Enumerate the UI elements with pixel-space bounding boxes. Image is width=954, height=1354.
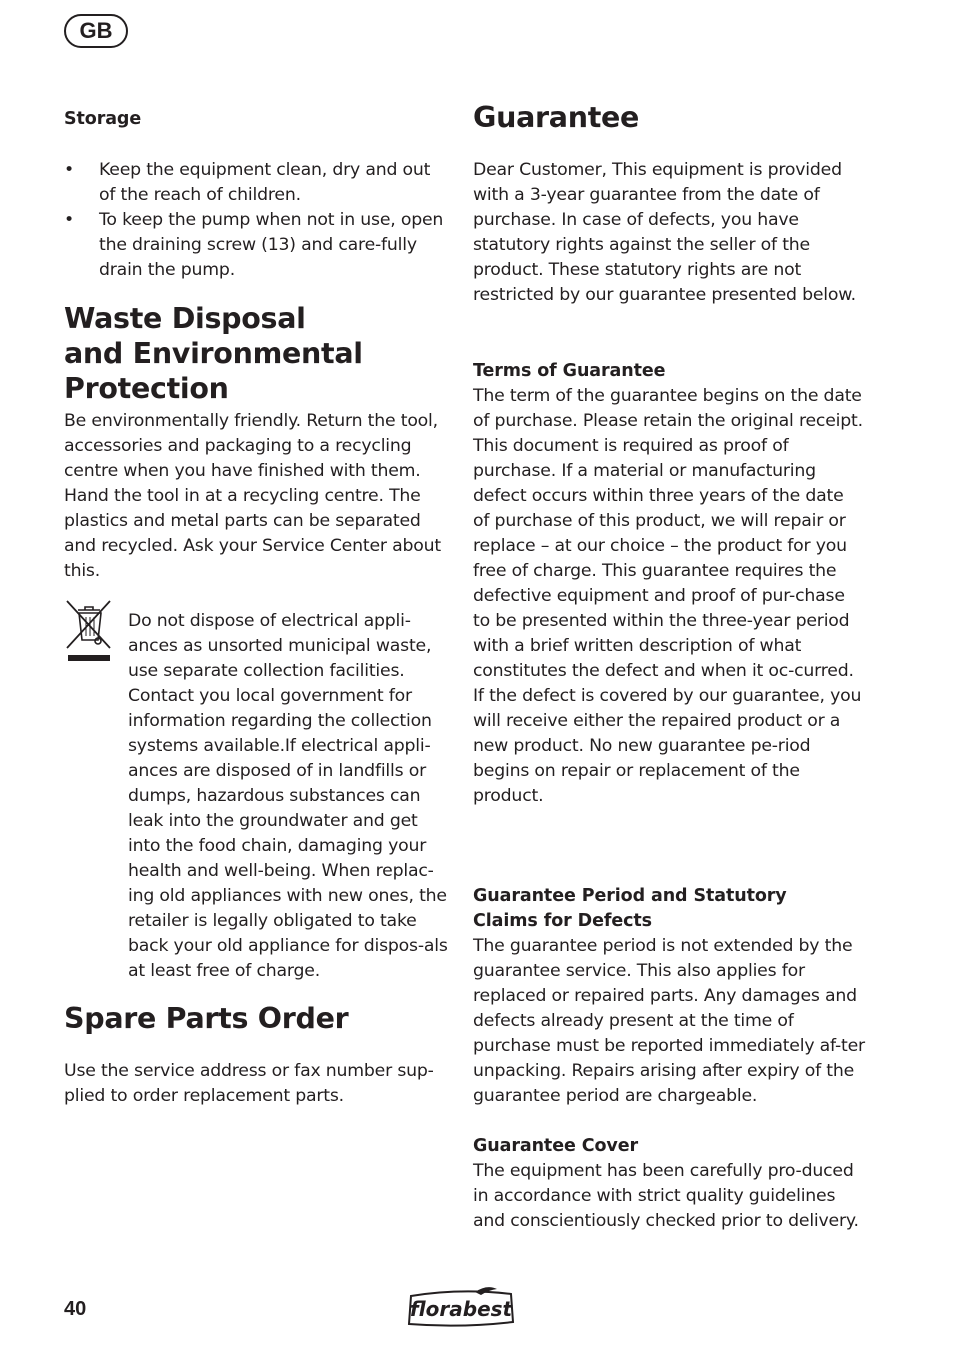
heading-line: Waste Disposal (64, 302, 306, 335)
cover-heading: Guarantee Cover (473, 1136, 638, 1156)
language-badge: GB (64, 14, 128, 48)
crossed-out-wheelie-bin-icon (64, 598, 114, 664)
florabest-logo (405, 1286, 517, 1328)
storage-bullet: • Keep the equipment clean, dry and out of the reach of children. (64, 158, 450, 208)
period-text: The guarantee period is not extended by the guarantee service. This also applies for replaced or repaired parts. Any damages and defects already present at the time of purchase must be reported immediately af-ter unpacking. Repairs arising after expiry of the guarantee period are chargeable. (473, 936, 865, 1106)
weee-notice-text: Do not dispose of electrical appli-ances as unsorted municipal waste, use separate collection facilities. Contact you local government for information regarding the collection systems available.If electrical appli-ances are disposed of in landfills or dumps, hazardous substances can leak into the groundwater and get into the food chain, damaging your health and well-being. When replac-ing old appliances with new ones, the retailer is legally obligated to take back your old appliance for dispos-als at least free of charge. (128, 611, 448, 981)
storage-heading: Storage (64, 109, 142, 129)
terms-text: The term of the guarantee begins on the date of purchase. Please retain the original receipt. This document is required as proof of purchase. If a material or manufacturing defect occurs within three years of the date of purchase of this product, we will repair or replace – at our choice – the product for you free of charge. This guarantee requires the defective equipment and proof of pur-chase to be presented within the three-year period with a brief written description of what constitutes the defect and when it oc-curred. If the defect is covered by our guarantee, you will receive either the repaired product or a new product. No new guarantee pe-riod begins on repair or replacement of the product. (473, 386, 863, 806)
storage-list (64, 158, 450, 283)
page-number: 40 (64, 1298, 87, 1320)
heading-line: Guarantee Period and Statutory (473, 886, 787, 906)
guarantee-intro: Dear Customer, This equipment is provided with a 3-year guarantee from the date of purchase. In case of defects, you have statutory rights against the seller of the product. These statutory rights are not restricted by our guarantee presented below. (473, 160, 856, 305)
guarantee-heading: Guarantee (473, 101, 640, 134)
brand-wordmark: florabest (409, 1297, 513, 1321)
heading-line: Claims for Defects (473, 911, 652, 931)
cover-text: The equipment has been carefully pro-duced in accordance with strict quality guidelines and conscientiously checked prior to delivery. (473, 1161, 859, 1231)
spare-parts-text: Use the service address or fax number sup-plied to order replacement parts. (64, 1061, 434, 1106)
spare-parts-heading: Spare Parts Order (64, 1002, 349, 1035)
terms-heading: Terms of Guarantee (473, 361, 666, 381)
heading-line: Protection (64, 372, 229, 405)
waste-disposal-heading (64, 301, 464, 406)
storage-bullet: • To keep the pump when not in use, open the draining screw (13) and care-fully drain the pump. (64, 208, 450, 283)
heading-line: and Environmental (64, 337, 363, 370)
waste-disposal-text: Be environmentally friendly. Return the tool, accessories and packaging to a recycling centre when you have finished with them. Hand the tool in at a recycling centre. The plastics and metal parts can be separated and recycled. Ask your Service Center about this. (64, 411, 441, 581)
period-heading (473, 884, 865, 934)
